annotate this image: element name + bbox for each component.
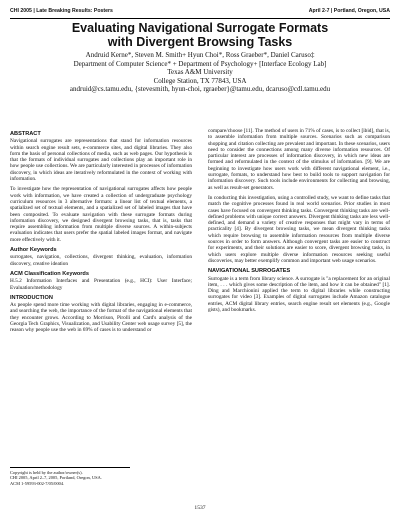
- copyright-line-3: ACM 1-59593-002-7/05/0004.: [10, 480, 65, 486]
- right-column: [208, 128, 390, 317]
- running-header: [10, 8, 390, 19]
- page-number: 1537: [194, 505, 206, 511]
- keywords-heading: Author Keywords: [10, 247, 57, 254]
- nav-surrogates-paragraph: Surrogate is a term from library science. A surrogate is "a replacement for an original item, . . . which gives some description of the item, and how it can be obtained" [1]. Ding and Marchionini applied the term to digital libraries while constructing surrogates for video [3]. Examples of digital surrogates include Amazon catalogue entries, ACM digital library entries, search engine result set elements (e.g., Google gists), and bookmarks.: [208, 275, 390, 314]
- intro-heading: INTRODUCTION: [10, 294, 53, 301]
- author-departments: Department of Computer Science* + Department of Psychology+ [Interface Ecology Lab]: [73, 59, 327, 68]
- intro-paragraph-1: As people spend more time working with digital libraries, engaging in e-commerce, and searching the web, the importance of the format of the navigational elements that they encounter grows. According to Morrison, Pirolli and Card's analysis of the Georgia Tech Graphics, Visualization, and Usability Center web usage survey [5], the reason why people use the web in 69% of cases is to understand or: [10, 302, 192, 334]
- keywords-text: surrogates, navigation, collections, divergent thinking, evaluation, information discovery, creative ideation: [10, 254, 192, 267]
- right-paragraph-2: In conducting this investigation, using a controlled study, we want to define tasks that match the cognitive processes found in real world scenarios. Prior studies in most cases have focused on convergent thinking tasks. Convergent thinking tasks are well-defined problems with unique correct answers. Divergent thinking tasks are less well-defined, and demand a variety of creative responses that might vary in terms of practicality [4]. By divergent browsing tasks, we mean divergent thinking tasks which require browsing to assemble information resources from multiple diverse sources in order to form answers. Although convergent tasks are easier to construct for experiments, and their solutions are easier to score, divergent browsing tasks, in which users explore multiple diverse information resources seeking useful discoveries, may better exemplify common and important web usage scenarios.: [208, 194, 390, 264]
- nav-surrogates-heading: NAVIGATIONAL SURROGATES: [208, 268, 291, 275]
- author-names: Andruid Kerne*, Steven M. Smith+ Hyun Choi*, Ross Graeber*, Daniel Caruso‡: [85, 51, 315, 59]
- title-line-2: with Divergent Browsing Tasks: [107, 35, 293, 49]
- acm-text: H.5.2 Information Interfaces and Presentation (e.g., HCI): User Interface; Evaluation/methodology: [10, 278, 192, 291]
- paper-title: [0, 21, 400, 49]
- author-emails: andruid@cs.tamu.edu, {stevesmith, hyun-choi, rgraeber}@tamu.edu, dcaruso@cdl.tamu.edu: [69, 85, 331, 94]
- copyright-line-2: CHI 2005, April 2–7, 2005, Portland, Oregon, USA.: [10, 475, 102, 481]
- author-city: College Station, TX 77843, USA: [153, 76, 247, 85]
- right-paragraph-1: compare/choose [11]. The method of users in 71% of cases, is to collect [ibid], that is, to assemble information from multiple sources. Scenarios such as comparison shopping and citation collecting are prevalent and important. In these scenarios, users need to consider the connections among many diverse information resources. Of particular interest are processes of information discovery, in which new ideas are formed and reformulated in the context of the stimulus of information. [9]. We are beginning to investigate how users work with different navigational element, i.e., surrogate, formats, to understand how best to build tools to support navigation for information discovery. Such tools include environments for collecting and browsing, as well as result-set generators.: [208, 128, 390, 191]
- header-left: CHI 2005 | Late Breaking Results: Posters: [10, 8, 113, 14]
- copyright-block: [10, 467, 130, 486]
- header-right: April 2-7 | Portland, Oregon, USA: [308, 8, 390, 14]
- author-university: Texas A&M University: [167, 68, 233, 77]
- copyright-line-1: Copyright is held by the author/owner(s).: [10, 470, 83, 475]
- left-column: [10, 128, 192, 338]
- abstract-paragraph-2: To investigate how the representation of navigational surrogates affects how people work with information, we have created a collection of undergraduate psychology curriculum resources in 3 alternative formats: a linear list of textual elements, a spatialized set of textual elements, and a spatialized set of labeled images that have been composited. To evaluate navigation with these surrogate formats during information discovery, we designed divergent browsing tasks, that is, tasks that require assembling information from multiple diverse sources. A within-subjects evaluation indicates that users prefer the spatial labeled images format, and navigate more effectively with it.: [10, 186, 192, 243]
- acm-heading: ACM Classification Keywords: [10, 270, 89, 277]
- title-line-1: Evaluating Navigational Surrogate Formats: [71, 21, 329, 35]
- author-block: [0, 51, 400, 94]
- abstract-heading: ABSTRACT: [10, 131, 41, 137]
- abstract-paragraph-1: Navigational surrogates are representations that stand for information resources within search engine result sets, e-commerce sites, and digital libraries. They also form the basis of personal collections of media, such as web pages. Our hypothesis is that the formats of individual surrogates and collections play an important role in how people use collections. We are particularly interested in processes of information discovery, in which ideas are iteratively reformulated in the context of working with information.: [10, 138, 192, 183]
